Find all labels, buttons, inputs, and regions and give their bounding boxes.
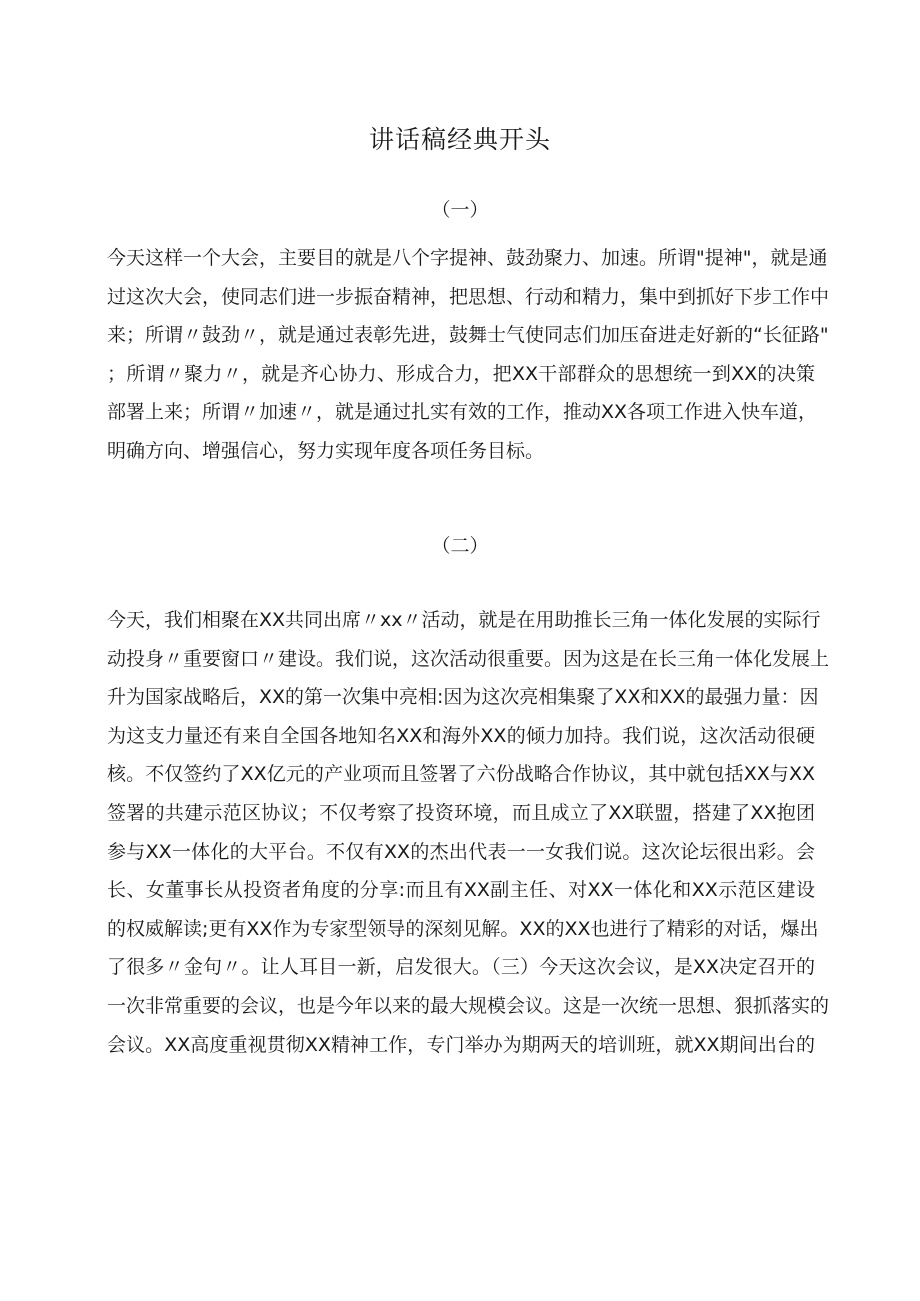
- text-line: 今天，我们相聚在XX共同出席〃xx〃活动，就是在用助推长三角一体化发展的实际行: [107, 609, 821, 631]
- text-line: 为这支力量还有来自全国各地知名XX和海外XX的倾力加持。我们说，这次活动很硬: [107, 724, 815, 747]
- text-line: 长、女董事长从投资者角度的分享:而且有XX副主任、对XX一体化和XX示范区建设: [107, 879, 815, 902]
- text-line: 的权威解读;更有XX作为专家型领导的深刻见解。XX的XX也进行了精彩的对话，爆出: [107, 917, 819, 940]
- text-line: 会议。XX高度重视贯彻XX精神工作，专门举办为期两天的培训班，就XX期间出台的: [107, 1033, 815, 1056]
- text-line: 升为国家战略后，XX的第一次集中亮相:因为这次亮相集聚了XX和XX的最强力量：因: [107, 686, 819, 709]
- text-line: 签署的共建示范区协议；不仅考察了投资环境，而且成立了XX联盟，搭建了XX抱团: [107, 801, 815, 824]
- text-line: 核。不仅签约了XX亿元的产业项而且签署了六份战略合作协议，其中就包括XX与XX: [107, 763, 815, 786]
- text-line: ；所谓〃聚力〃，就是齐心协力、形成合力，把XX干部群众的思想统一到XX的决策: [107, 362, 815, 385]
- section-heading-1: （一）: [431, 199, 489, 221]
- section-2-paragraph: [107, 601, 830, 1064]
- text-line: 动投身〃重要窗口〃建设。我们说，这次活动很重要。因为这是在长三角一体化发展上: [107, 647, 830, 670]
- document-title: 讲话稿经典开头: [368, 125, 551, 154]
- text-line: 明确方向、增强信心，努力实现年度各项任务目标。: [107, 439, 545, 462]
- section-heading-2: （二）: [431, 535, 489, 557]
- text-line: 来；所谓〃鼓劲〃，就是通过表彰先进，鼓舞士气使同志们加压奋进走好新的“长征路": [107, 324, 829, 347]
- text-line: 过这次大会，使同志们进一步振奋精神，把思想、行动和精力，集中到抓好下步工作中: [107, 285, 830, 308]
- text-line: 参与XX一体化的大平台。不仅有XX的杰出代表一一女我们说。这次论坛很出彩。会: [107, 840, 815, 863]
- text-line: 部署上来；所谓〃加速〃，就是通过扎实有效的工作，推动XX各项工作进入快车道，: [107, 401, 818, 424]
- section-1-paragraph: [107, 239, 830, 471]
- text-line: 了很多〃金句〃。让人耳目一新，启发很大。（三）今天这次会议，是XX决定召开的: [107, 956, 815, 979]
- text-line: 一次非常重要的会议，也是今年以来的最大规模会议。这是一次统一思想、狠抓落实的: [107, 994, 830, 1017]
- text-line: 今天这样一个大会，主要目的就是八个字提神、鼓劲聚力、加速。所谓"提神"，就是通: [107, 247, 828, 269]
